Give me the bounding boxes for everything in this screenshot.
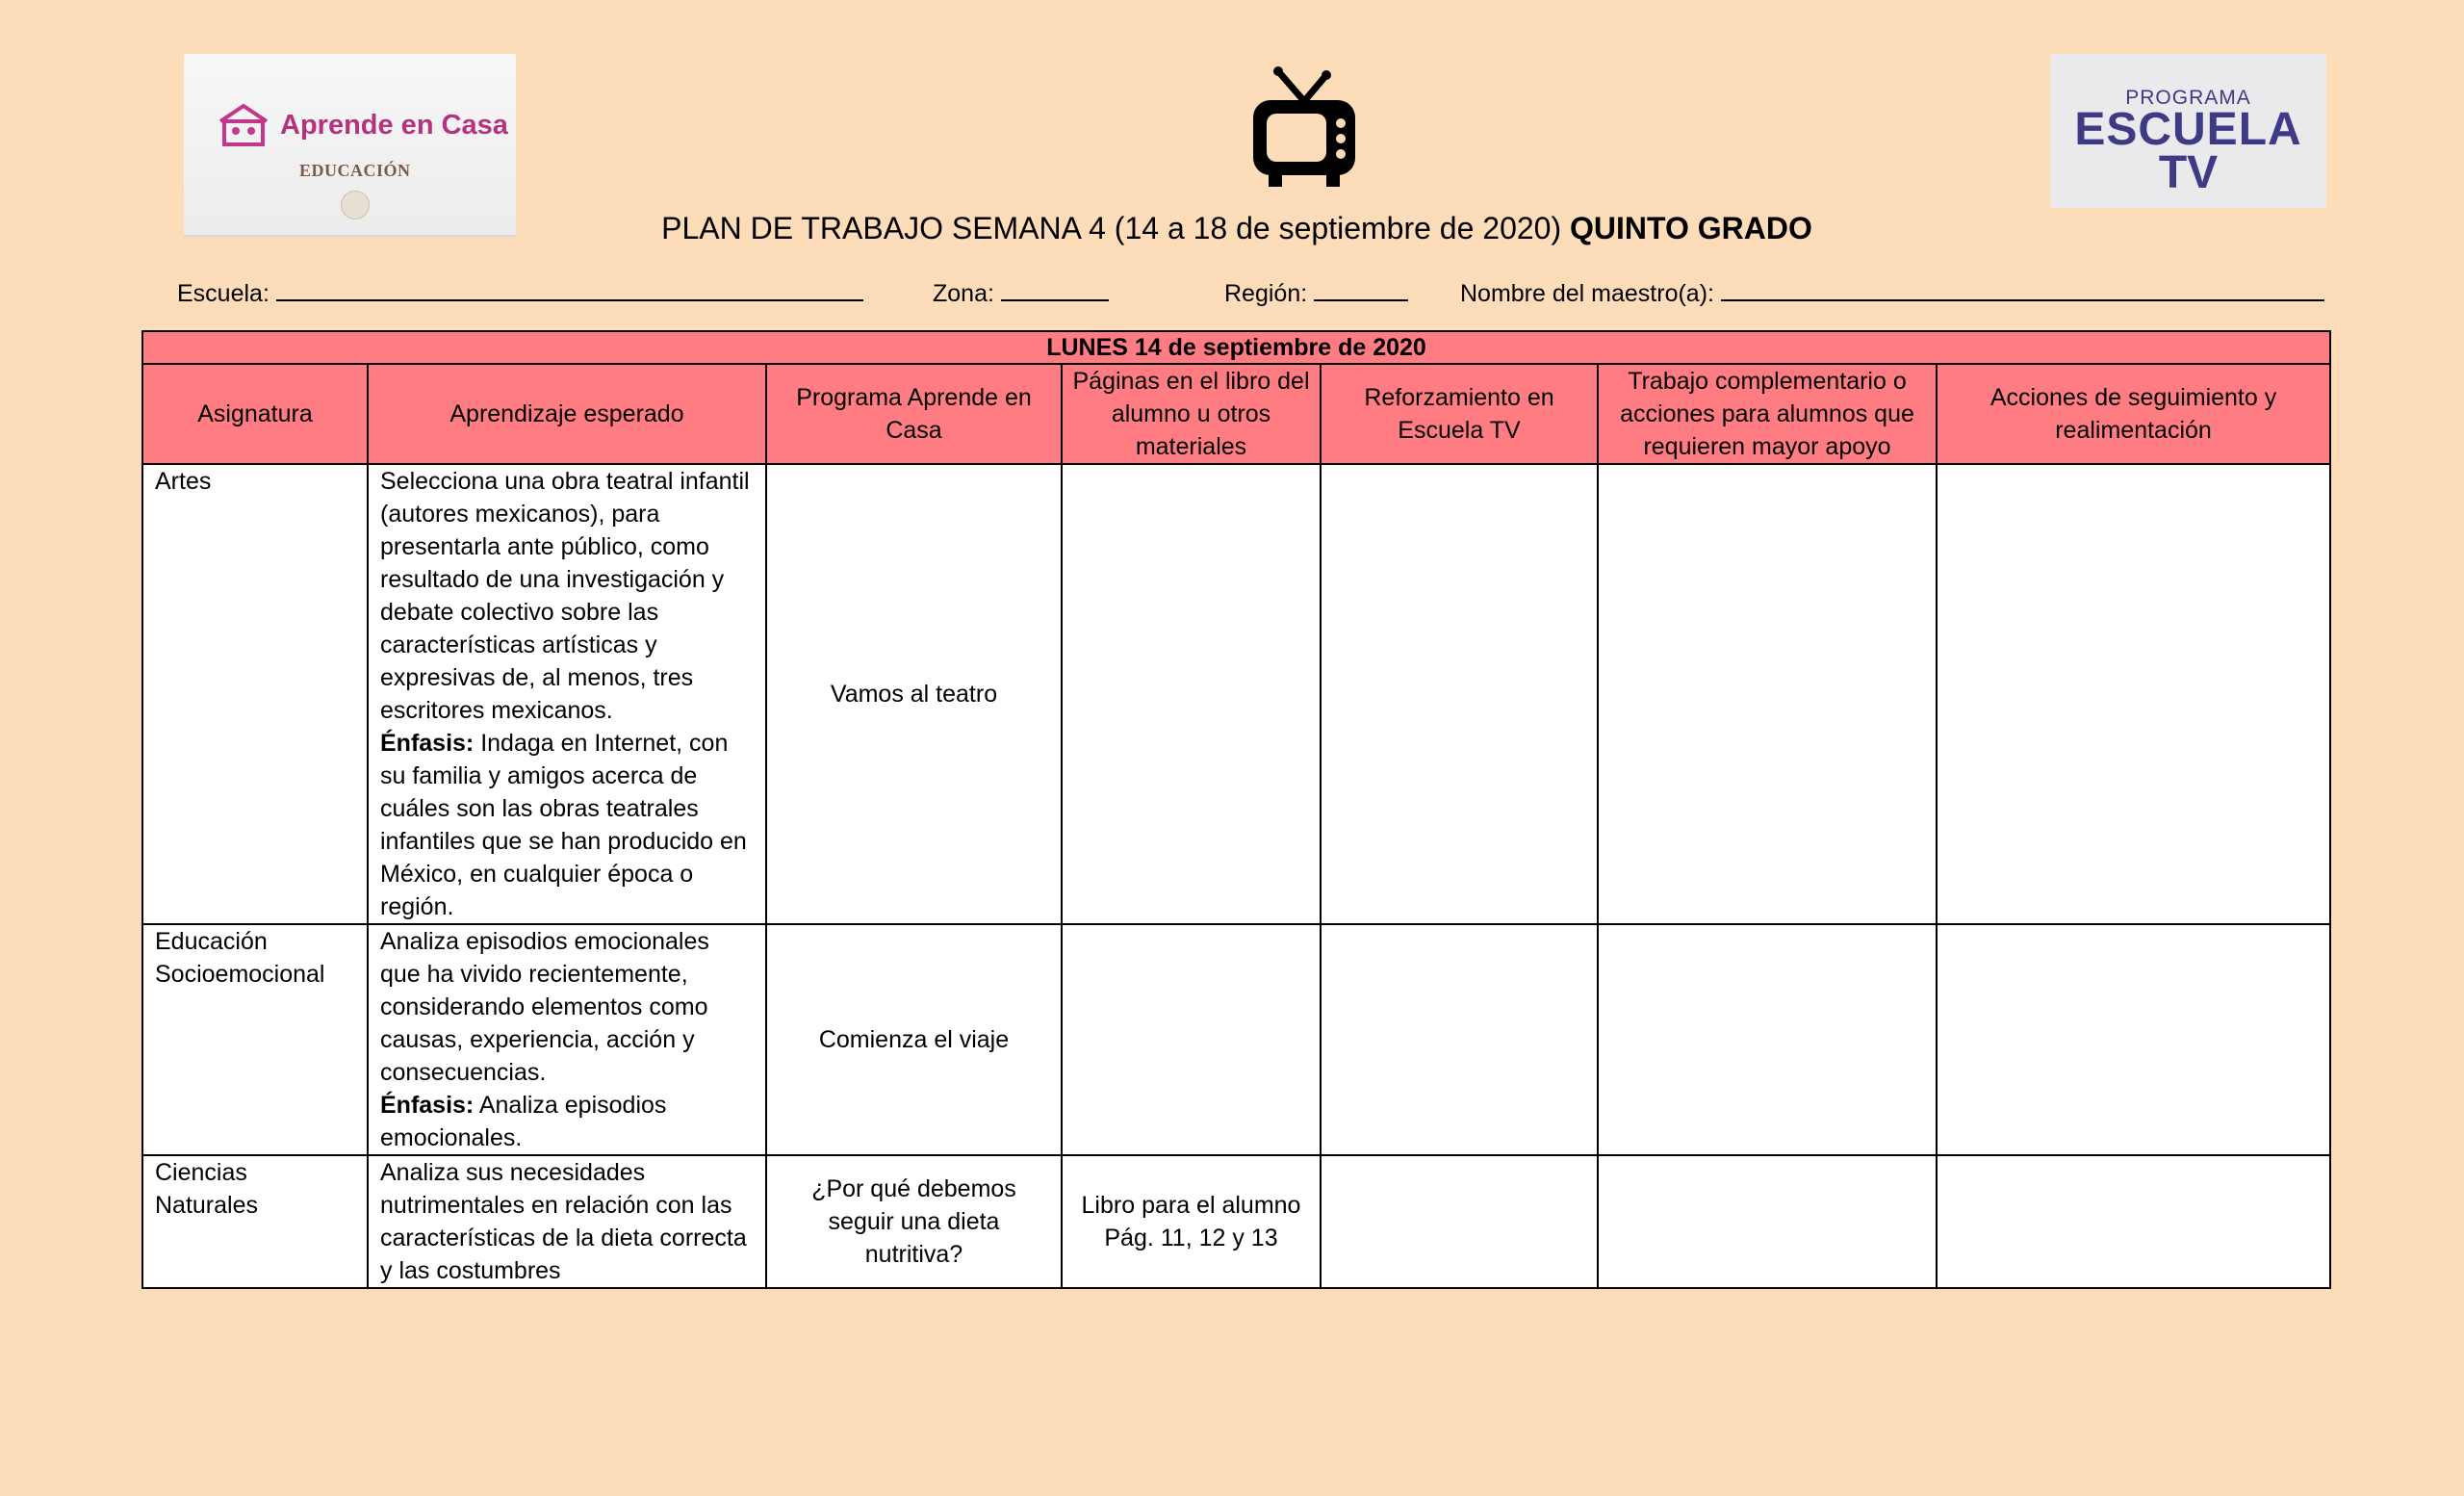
escuela-blank[interactable] xyxy=(276,276,863,301)
asignatura-cell: Ciencias Naturales xyxy=(142,1155,368,1288)
maestro-blank[interactable] xyxy=(1721,276,2324,301)
aprende-en-casa-logo xyxy=(184,54,516,237)
table-row xyxy=(142,1155,2330,1288)
col-trabajo: Trabajo complementario o acciones para alumnos que requieren mayor apoyo xyxy=(1598,364,1937,464)
table-row xyxy=(142,924,2330,1155)
schedule-table xyxy=(141,330,2331,1289)
zona-blank[interactable] xyxy=(1001,276,1109,301)
maestro-field[interactable] xyxy=(1460,276,2324,308)
reforzamiento-cell[interactable] xyxy=(1321,1155,1598,1288)
programa-cell: ¿Por qué debemos seguir una dieta nutritiva? xyxy=(766,1155,1062,1288)
acciones-cell[interactable] xyxy=(1937,924,2330,1155)
aprendizaje-text: Analiza sus necesidades nutrimentales en relación con las características de la dieta correcta y las costumbres xyxy=(380,1159,747,1284)
col-aprendizaje: Aprendizaje esperado xyxy=(368,364,766,464)
col-programa: Programa Aprende en Casa xyxy=(766,364,1062,464)
logo-programa-text: PROGRAMA xyxy=(2125,87,2251,109)
programa-cell: Comienza el viaje xyxy=(766,924,1062,1155)
logo-tv-text: TV xyxy=(2158,147,2219,198)
aprendizaje-text: Analiza episodios emocionales que ha vivido recientemente, considerando elementos como causas, experiencia, acción y consecuencias. xyxy=(380,928,709,1086)
escuela-tv-logo xyxy=(2050,54,2326,208)
enfasis-label: Énfasis: xyxy=(380,1092,475,1119)
col-asignatura: Asignatura xyxy=(142,364,368,464)
col-acciones: Acciones de seguimiento y realimentación xyxy=(1937,364,2330,464)
escuela-field[interactable] xyxy=(177,276,863,308)
house-icon xyxy=(217,102,270,146)
logo-education-text: EDUCACIÓN xyxy=(299,161,411,180)
table-row xyxy=(142,464,2330,924)
aprendizaje-cell xyxy=(368,1155,766,1288)
paginas-cell: Libro para el alumno Pág. 11, 12 y 13 xyxy=(1062,1155,1321,1288)
acciones-cell[interactable] xyxy=(1937,1155,2330,1288)
page-title xyxy=(0,211,2464,246)
zona-label: Zona: xyxy=(933,280,994,307)
reforzamiento-cell[interactable] xyxy=(1321,464,1598,924)
day-header: LUNES 14 de septiembre de 2020 xyxy=(142,331,2330,364)
tv-icon xyxy=(1249,65,1361,194)
enfasis-text: Analiza episodios emocionales. xyxy=(380,1092,667,1151)
paginas-cell[interactable] xyxy=(1062,464,1321,924)
region-field[interactable] xyxy=(1224,276,1408,308)
asignatura-cell: Artes xyxy=(142,464,368,924)
enfasis-label: Énfasis: xyxy=(380,730,475,757)
escuela-label: Escuela: xyxy=(177,280,270,307)
aprendizaje-cell xyxy=(368,924,766,1155)
title-grade: QUINTO GRADO xyxy=(1570,211,1812,245)
trabajo-cell[interactable] xyxy=(1598,924,1937,1155)
logo-brand-text: Aprende en Casa xyxy=(280,110,508,141)
trabajo-cell[interactable] xyxy=(1598,1155,1937,1288)
col-paginas: Páginas en el libro del alumno u otros materiales xyxy=(1062,364,1321,464)
region-label: Región: xyxy=(1224,280,1308,307)
enfasis-text: Indaga en Internet, con su familia y amigos acerca de cuáles son las obras teatrales infantiles que se han producido en México, en cualquier época o región. xyxy=(380,730,747,920)
programa-cell: Vamos al teatro xyxy=(766,464,1062,924)
form-fields xyxy=(0,276,2464,315)
aprendizaje-cell xyxy=(368,464,766,924)
paginas-cell[interactable] xyxy=(1062,924,1321,1155)
asignatura-cell: Educación Socioemocional xyxy=(142,924,368,1155)
logo-escuela-text: ESCUELA xyxy=(2074,104,2302,155)
trabajo-cell[interactable] xyxy=(1598,464,1937,924)
zona-field[interactable] xyxy=(933,276,1109,308)
region-blank[interactable] xyxy=(1314,276,1408,301)
maestro-label: Nombre del maestro(a): xyxy=(1460,280,1714,307)
aprendizaje-text: Selecciona una obra teatral infantil (autores mexicanos), para presentarla ante público, como resultado de una investigación y debate colectivo sobre las características artísticas y expresivas de, al menos, tres escritores mexicanos. xyxy=(380,468,750,724)
title-plain: PLAN DE TRABAJO SEMANA 4 (14 a 18 de septiembre de 2020) xyxy=(661,211,1562,245)
reforzamiento-cell[interactable] xyxy=(1321,924,1598,1155)
acciones-cell[interactable] xyxy=(1937,464,2330,924)
col-reforzamiento: Reforzamiento en Escuela TV xyxy=(1321,364,1598,464)
